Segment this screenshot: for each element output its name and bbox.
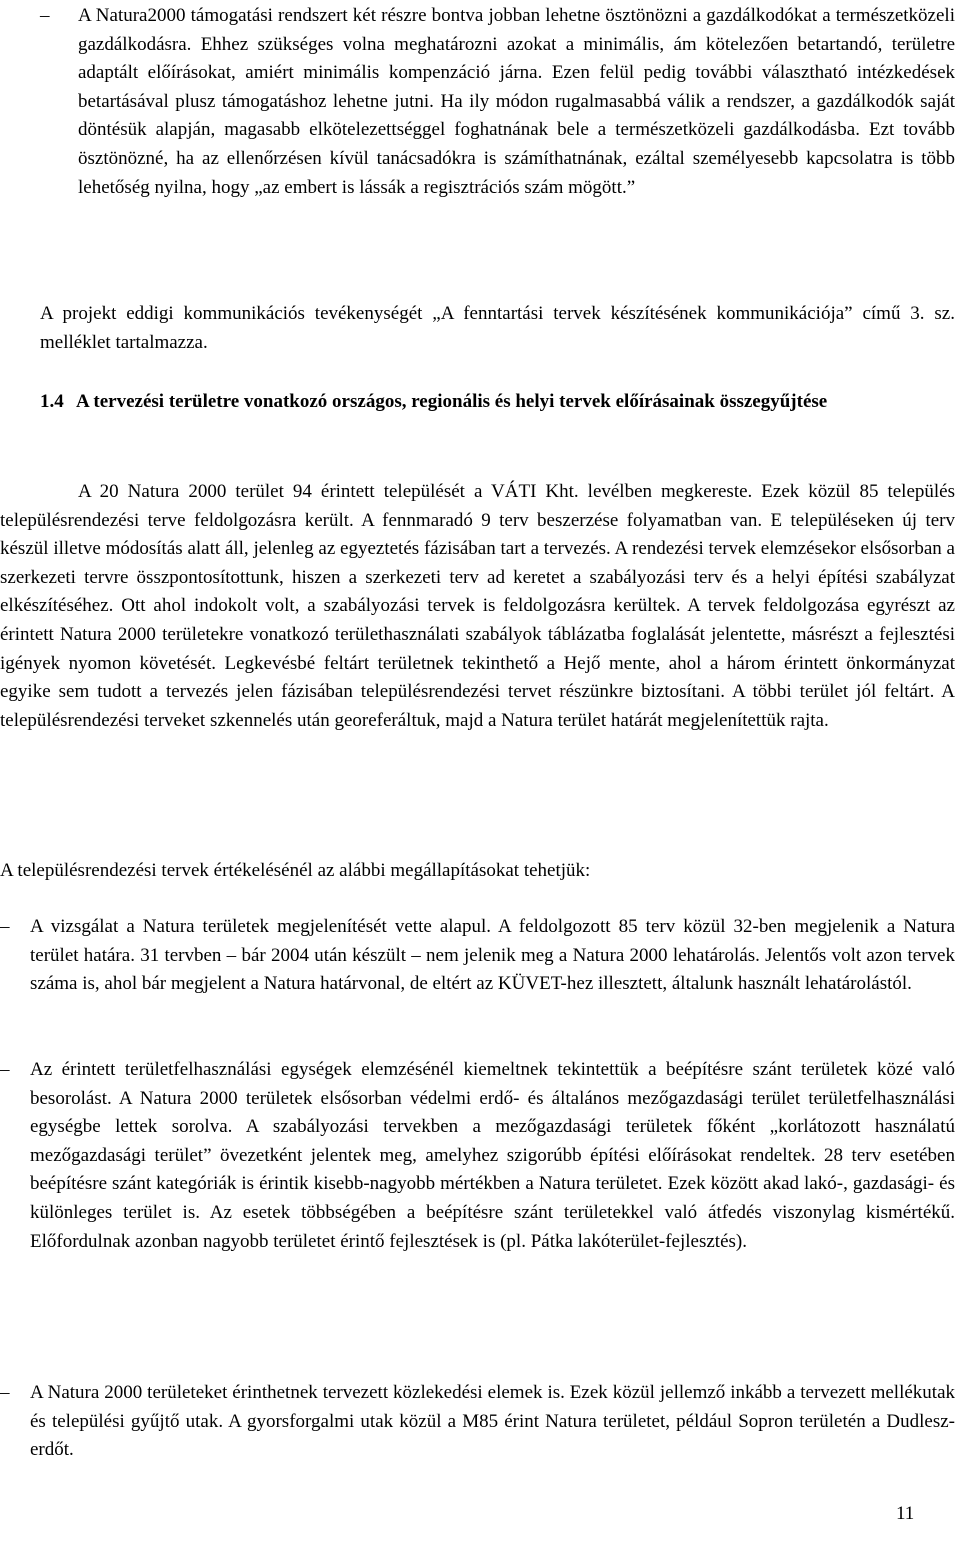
- paragraph-communication: A projekt eddigi kommunikációs tevékenységét „A fenntartási tervek készítésének kommunikációja” című 3. sz. melléklet tartalmazza.: [40, 303, 955, 353]
- bullet-land-use: Az érintett területfelhasználási egységek elemzésénél kiemeltnek tekintettük a beépítésre szánt területek közé való besorolást. A Natura 2000 területek elsősorban védelmi erdő- és általános mezőgazdasági terület területfelhasználási egységbe lettek sorolva. A szabályozási tervekben a mezőgazdasági területek főként „korlátozott használatú mezőgazdasági terület” övezetként jelentek meg, amelyhez szigorúbb építési előírásokat rendeltek. 28 terv esetében beépítésre szánt kategóriák is érintik kisebb-nagyobb mértékben a Natura területet. Ezek között akad lakó-, gazdasági- és különleges terület is. Az esetek többségében a beépítésre szánt területekkel való átfedés viszonylag kismértékű. Előfordulnak azonban nagyobb területet érintő fejlesztések is (pl. Pátka lakóterület-fejlesztés).: [30, 1059, 955, 1252]
- paragraph-settlement-plans: A 20 Natura 2000 terület 94 érintett települését a VÁTI Kht. levélben megkereste. Ezek közül 85 település településrendezési terve feldolgozásra került. A fennmaradó 9 terv beszerzése folyamatban van. E településeken új terv készül illetve módosítás alatt áll, jelenleg az egyeztetés fázisában tart a tervezés. A rendezési tervek elemzésekor elsősorban a szerkezeti tervre összpontosítottunk, hiszen a szerkezeti terv ad keretet a szabályozási terv és a helyi építési szabályzat elkészítéséhez. Ott ahol indokolt volt, a szabályozási tervek is feldolgozásra kerültek. A tervek feldolgozása egyrészt az érintett Natura 2000 területekre vonatkozó területhasználati szabályok táblázatba foglalását jelentette, másrészt a fejlesztési igények nyomon követését. Legkevésbé feltárt területnek tekinthető a Hejő mente, ahol a három érintett önkormányzat egyike sem tudott a tervezés jelen fázisában településrendezési tervet részünkre biztosítani. A többi terület jól feltárt. A településrendezési terveket szkennelés után georeferáltuk, majd a Natura terület határát megjelenítettük rajta.: [0, 481, 955, 731]
- paragraph-findings-intro: A településrendezési tervek értékelésénél az alábbi megállapításokat tehetjük:: [0, 860, 591, 881]
- section-heading: [40, 388, 955, 417]
- bullet-natura-display: A vizsgálat a Natura területek megjelenítését vette alapul. A feldolgozott 85 terv közül 32-ben megjelenik a Natura terület határa. 31 tervben – bár 2004 után készült – nem jelenik meg a Natura 2000 lehatárolás. Jelentős volt azon tervek száma is, ahol bár megjelent a Natura határvonal, de eltért az KÜVET-hez illesztett, általunk használt lehatárolástól.: [30, 916, 955, 995]
- bullet-dash: –: [40, 5, 50, 26]
- section-title: A tervezési területre vonatkozó országos, regionális és helyi tervek előírásainak összegyűjtése: [76, 391, 828, 412]
- bullet-dash: –: [0, 1059, 10, 1080]
- section-number: 1.4: [40, 391, 64, 412]
- bullet-dash: –: [0, 916, 10, 937]
- paragraph-natura-support: A Natura2000 támogatási rendszert két részre bontva jobban lehetne ösztönözni a gazdálkodókat a természetközeli gazdálkodásra. Ehhez szükséges volna meghatározni azokat a minimális, ám kötelezően betartandó, területre adaptált előírásokat, amiért minimális kompenzáció járna. Ezen felül pedig további választható intézkedések betartásával plusz támogatáshoz lehetne jutni. Ha ily módon rugalmasabbá válik a rendszer, a gazdálkodók saját döntésük alapján, magasabb elkötelezettséggel foghatnának bele a természetközeli gazdálkodásba. Ezt tovább ösztönözné, ha az ellenőrzésen kívül tanácsadókra is számíthatnának, ezáltal személyesebb kapcsolatra is több lehetőség nyilna, hogy „az embert is lássák a regisztrációs szám mögött.”: [78, 5, 955, 198]
- bullet-transport: A Natura 2000 területeket érinthetnek tervezett közlekedési elemek is. Ezek közül jellemző inkább a tervezett mellékutak és települési gyűjtő utak. A gyorsforgalmi utak közül a M85 érint Natura területet, például Sopron területén a Dudlesz-erdőt.: [30, 1382, 955, 1461]
- page-number: 11: [896, 1503, 915, 1524]
- bullet-dash: –: [0, 1382, 10, 1403]
